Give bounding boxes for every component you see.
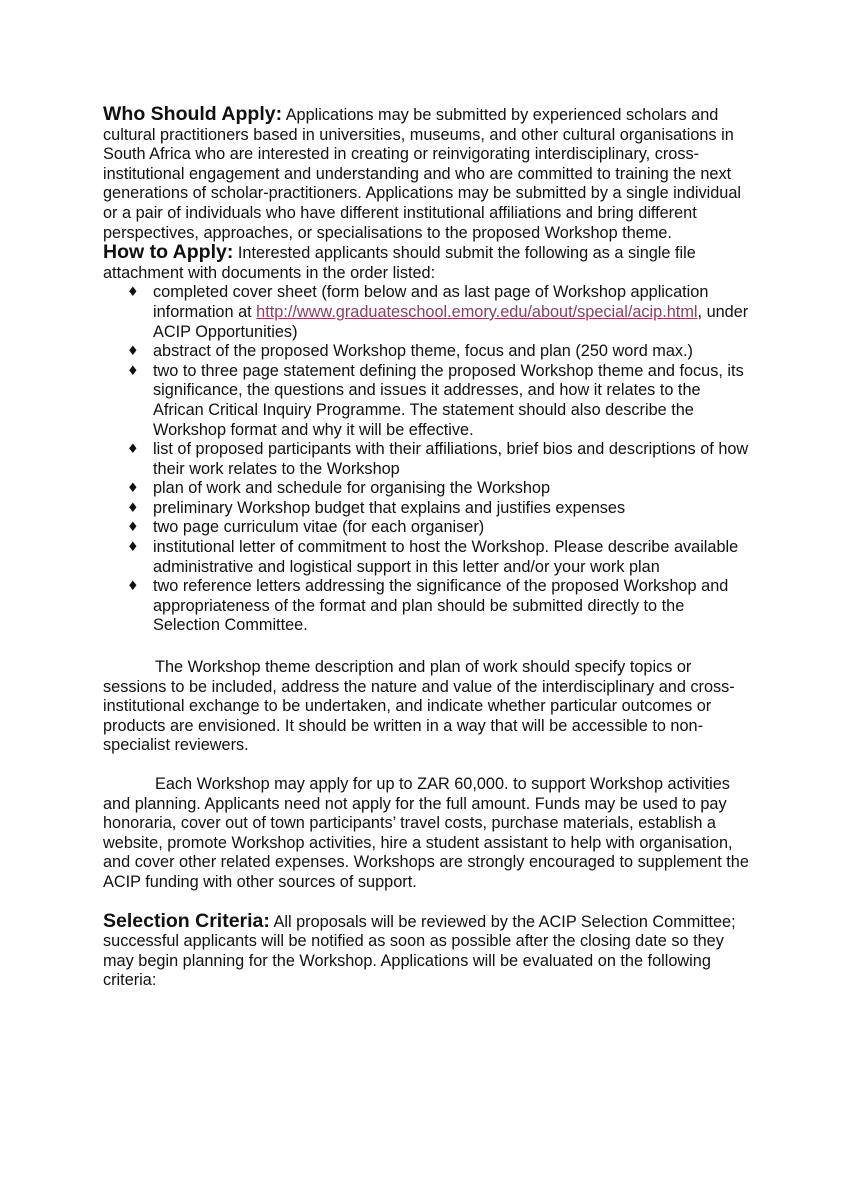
diamond-bullet-icon: ♦ <box>127 520 139 536</box>
diamond-bullet-icon: ♦ <box>127 500 139 516</box>
list-item-text: preliminary Workshop budget that explains and justifies expenses <box>153 498 626 517</box>
list-item-text: two to three page statement defining the proposed Workshop theme and focus, its significance, the questions and issues it addresses, and how it relates to the African Critical Inquiry Programme. The statement should also describe the Workshop format and why it will be effective. <box>153 361 744 439</box>
who-should-apply-section <box>103 105 753 243</box>
how-to-apply-heading: How to Apply: <box>103 241 234 264</box>
list-item-text: plan of work and schedule for organising the Workshop <box>153 479 551 498</box>
list-item <box>127 342 753 362</box>
selection-criteria-heading: Selection Criteria: <box>103 909 270 932</box>
who-should-apply-text: Applications may be submitted by experienced scholars and cultural practitioners based in universities, museums, and other cultural organisations in South Africa who are interested in creating or reinvigorating interdisciplinary, cross-institutional engagement and understanding and who are committed to training the next generations of scholar-practitioners. Applications may be submitted by a single individual or a pair of individuals who have different institutional affiliations and bring different perspectives, approaches, or specialisations to the proposed Workshop theme. <box>103 106 742 242</box>
funding-paragraph: Each Workshop may apply for up to ZAR 60,000. to support Workshop activities and planning. Applicants need not apply for the full amount. Funds may be used to pay honoraria, cover out of town participants’ travel costs, purchase materials, establish a website, promote Workshop activities, hire a student assistant to help with organisation, and cover other related expenses. Workshops are strongly encouraged to supplement the ACIP funding with other sources of support. <box>103 775 749 891</box>
list-item-text: institutional letter of commitment to host the Workshop. Please describe available administrative and logistical support in this letter and/or your work plan <box>153 538 739 576</box>
list-item <box>127 283 753 342</box>
how-to-apply-section <box>103 243 753 636</box>
list-item <box>127 361 753 440</box>
list-item-text: abstract of the proposed Workshop theme, focus and plan (250 word max.) <box>153 342 693 361</box>
list-item-text: , under ACIP Opportunities) <box>153 302 749 341</box>
list-item <box>127 440 753 479</box>
list-item <box>127 538 753 577</box>
document-page <box>103 105 753 991</box>
selection-criteria-section <box>103 909 753 991</box>
diamond-bullet-icon: ♦ <box>127 481 139 497</box>
list-item <box>127 577 753 636</box>
workshop-theme-paragraph: The Workshop theme description and plan of work should specify topics or sessions to be included, address the nature and value of the interdisciplinary and cross-institutional exchange to be undertaken, and indicate whether particular outcomes or products are envisioned. It should be written in a way that will be accessible to non-specialist reviewers. <box>103 658 735 755</box>
list-item-text: two reference letters addressing the significance of the proposed Workshop and appropriateness of the format and plan should be submitted directly to the Selection Committee. <box>153 577 729 635</box>
diamond-bullet-icon: ♦ <box>127 579 139 595</box>
diamond-bullet-icon: ♦ <box>127 344 139 360</box>
selection-criteria-text: All proposals will be reviewed by the ACIP Selection Committee; successful applicants will be notified as soon as possible after the closing date so they may begin planning for the Workshop. Applications will be evaluated on the following criteria: <box>103 912 736 990</box>
application-documents-list <box>103 283 753 636</box>
diamond-bullet-icon: ♦ <box>127 540 139 556</box>
how-to-apply-text: Interested applicants should submit the following as a single file attachment with documents in the order listed: <box>103 244 696 282</box>
diamond-bullet-icon: ♦ <box>127 442 139 458</box>
how-to-apply-intro <box>103 243 753 283</box>
list-item <box>127 518 753 538</box>
diamond-bullet-icon: ♦ <box>127 363 139 379</box>
list-item <box>127 479 753 499</box>
list-item-text: completed cover sheet (form below and as last page of Workshop application information at <box>153 283 709 321</box>
list-item-text: two page curriculum vitae (for each organiser) <box>153 518 485 537</box>
who-should-apply-heading: Who Should Apply: <box>103 103 283 125</box>
acip-website-link[interactable]: http://www.graduateschool.emory.edu/about/special/acip.html <box>256 302 698 321</box>
diamond-bullet-icon: ♦ <box>127 285 139 301</box>
list-item <box>127 498 753 519</box>
list-item-text: list of proposed participants with their affiliations, brief bios and descriptions of how their work relates to the Workshop <box>153 440 749 478</box>
